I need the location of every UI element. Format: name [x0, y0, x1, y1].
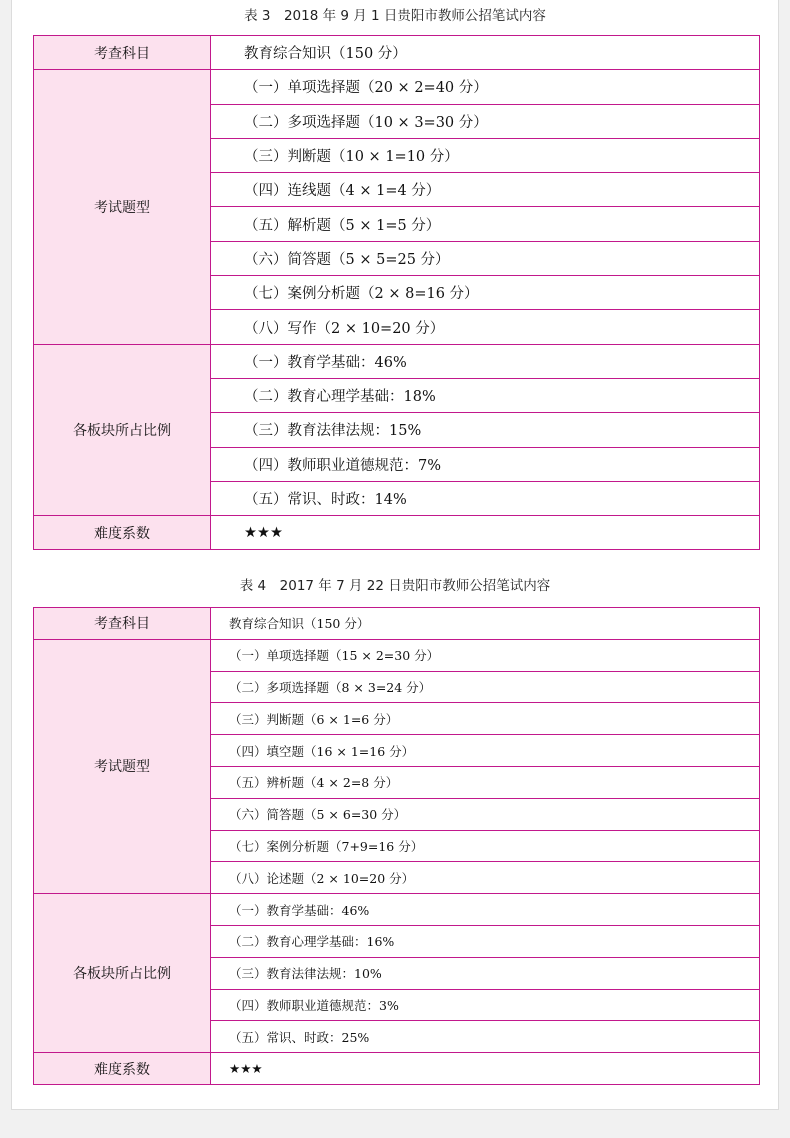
list-item: （四）连线题（4 × 1=4 分） [211, 173, 760, 207]
list-item: （二）教育心理学基础：18% [211, 378, 760, 412]
list-item: （一）单项选择题（15 × 2=30 分） [211, 639, 760, 671]
difficulty-stars: ★★★ [211, 516, 760, 550]
table-row [34, 344, 760, 378]
list-item: （三）教育法律法规：15% [211, 413, 760, 447]
list-item: （一）教育学基础：46% [211, 894, 760, 926]
list-item: （三）判断题（10 × 1=10 分） [211, 138, 760, 172]
list-item: （四）填空题（16 × 1=16 分） [211, 735, 760, 767]
list-item: （六）简答题（5 × 6=30 分） [211, 798, 760, 830]
table-row [34, 639, 760, 671]
subject-label: 考查科目 [34, 36, 211, 70]
list-item: （三）判断题（6 × 1=6 分） [211, 703, 760, 735]
table-row [34, 516, 760, 550]
table3-caption: 表 3 2018 年 9 月 1 日贵阳市教师公招笔试内容 [244, 8, 546, 24]
subject-value: 教育综合知识（150 分） [211, 608, 760, 640]
ratio-label: 各板块所占比例 [34, 894, 211, 1053]
table-row [34, 1053, 760, 1085]
difficulty-stars: ★★★ [211, 1053, 760, 1085]
list-item: （三）教育法律法规：10% [211, 957, 760, 989]
list-item: （四）教师职业道德规范：7% [211, 447, 760, 481]
types-label: 考试题型 [34, 639, 211, 893]
list-item: （五）常识、时政：14% [211, 481, 760, 515]
list-item: （二）多项选择题（8 × 3=24 分） [211, 671, 760, 703]
list-item: （八）写作（2 × 10=20 分） [211, 310, 760, 344]
table-row [34, 608, 760, 640]
ratio-label: 各板块所占比例 [34, 344, 211, 515]
types-label: 考试题型 [34, 70, 211, 344]
subject-label: 考查科目 [34, 608, 211, 640]
table-row [34, 70, 760, 104]
list-item: （六）简答题（5 × 5=25 分） [211, 241, 760, 275]
list-item: （七）案例分析题（2 × 8=16 分） [211, 276, 760, 310]
list-item: （一）单项选择题（20 × 2=40 分） [211, 70, 760, 104]
difficulty-label: 难度系数 [34, 1053, 211, 1085]
list-item: （五）辨析题（4 × 2=8 分） [211, 766, 760, 798]
list-item: （二）多项选择题（10 × 3=30 分） [211, 104, 760, 138]
table3 [33, 35, 760, 550]
difficulty-label: 难度系数 [34, 516, 211, 550]
list-item: （七）案例分析题（7+9=16 分） [211, 830, 760, 862]
table4-caption: 表 4 2017 年 7 月 22 日贵阳市教师公招笔试内容 [239, 578, 551, 594]
table-row [34, 894, 760, 926]
subject-value: 教育综合知识（150 分） [211, 36, 760, 70]
list-item: （五）解析题（5 × 1=5 分） [211, 207, 760, 241]
table-row [34, 36, 760, 70]
list-item: （二）教育心理学基础：16% [211, 925, 760, 957]
list-item: （四）教师职业道德规范：3% [211, 989, 760, 1021]
table4 [33, 607, 760, 1085]
list-item: （五）常识、时政：25% [211, 1021, 760, 1053]
list-item: （八）论述题（2 × 10=20 分） [211, 862, 760, 894]
list-item: （一）教育学基础：46% [211, 344, 760, 378]
